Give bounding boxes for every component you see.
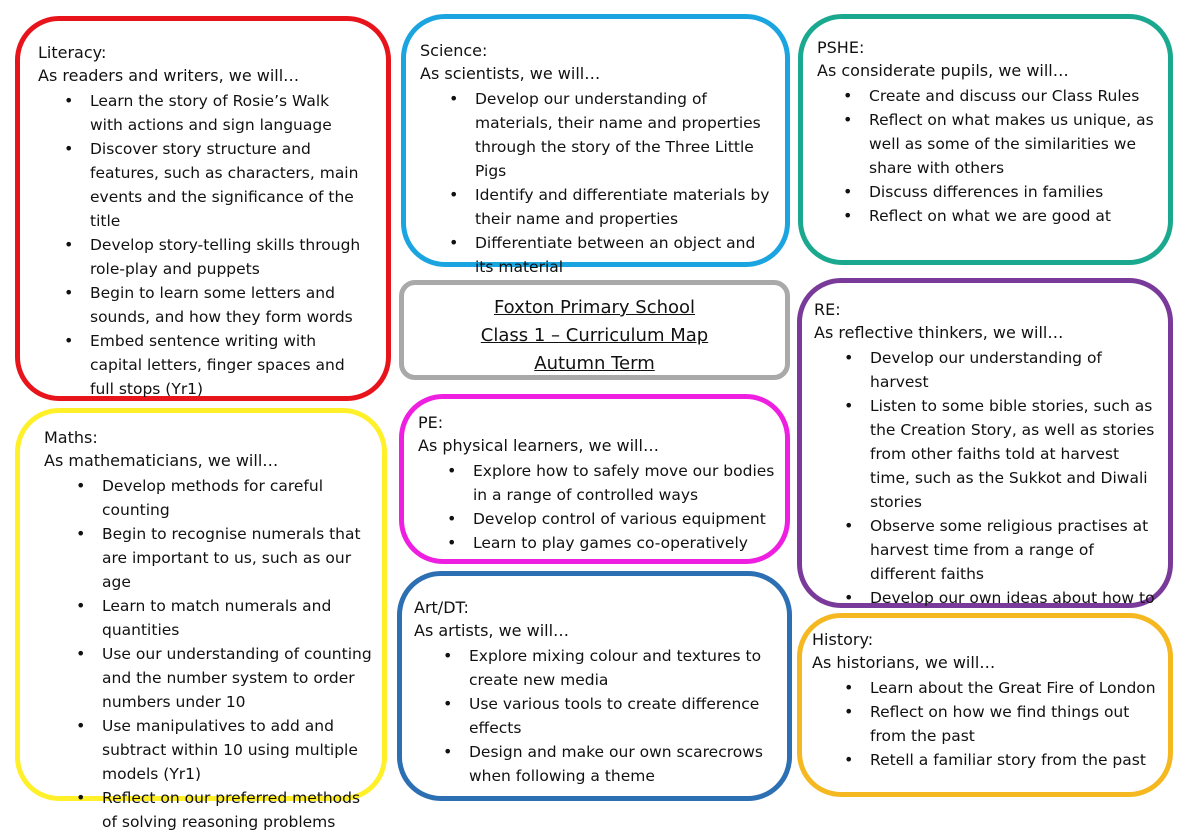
science-list: [475, 87, 771, 279]
list-item: • Reflect on how we find things out from the past: [870, 700, 1162, 748]
literacy-list: [90, 89, 364, 401]
history-heading: History:: [812, 630, 874, 649]
pe-panel: [399, 394, 790, 564]
maths-heading: Maths:: [44, 428, 98, 447]
list-item: • Begin to learn some letters and sounds, and how they form words: [90, 281, 364, 329]
list-item: • Develop our understanding of materials, their name and properties through the story of the Three Little Pigs: [475, 87, 771, 183]
pshe-panel: [798, 14, 1173, 265]
term-title: Autumn Term: [534, 353, 655, 374]
pe-list: [473, 459, 779, 555]
art-dt-panel: [397, 571, 792, 801]
list-item: • Learn the story of Rosie’s Walk with actions and sign language: [90, 89, 364, 137]
list-item: • Retell a familiar story from the past: [870, 748, 1162, 772]
art-dt-intro: As artists, we will…: [414, 621, 570, 640]
list-item: • Discover story structure and features, such as characters, main events and the significance of the title: [90, 137, 364, 233]
pshe-list: [869, 84, 1162, 228]
science-intro: As scientists, we will…: [420, 64, 601, 83]
history-intro: As historians, we will…: [812, 653, 996, 672]
pshe-intro: As considerate pupils, we will…: [817, 61, 1069, 80]
list-item: • Learn about the Great Fire of London: [870, 676, 1162, 700]
pe-heading: PE:: [418, 413, 444, 432]
list-item: • Create and discuss our Class Rules: [869, 84, 1162, 108]
list-item: • Develop story-telling skills through role-play and puppets: [90, 233, 364, 281]
map-title: Class 1 – Curriculum Map: [480, 325, 709, 346]
maths-list: [102, 474, 376, 834]
list-item: • Develop methods for careful counting: [102, 474, 376, 522]
art-dt-heading: Art/DT:: [414, 598, 469, 617]
list-item: • Discuss differences in families: [869, 180, 1162, 204]
list-item: • Reflect on our preferred methods of solving reasoning problems: [102, 786, 376, 834]
art-dt-list: [469, 644, 779, 788]
list-item: • Learn to match numerals and quantities: [102, 594, 376, 642]
list-item: • Develop our own ideas about how to: [870, 586, 1162, 634]
list-item: • Reflect on what makes us unique, as well as some of the similarities we share with others: [869, 108, 1162, 180]
literacy-intro: As readers and writers, we will…: [38, 66, 300, 85]
maths-intro: As mathematicians, we will…: [44, 451, 279, 470]
list-item: • Explore mixing colour and textures to create new media: [469, 644, 779, 692]
title-panel: [399, 280, 790, 380]
list-item: • Embed sentence writing with capital letters, finger spaces and full stops (Yr1): [90, 329, 364, 401]
history-list: [870, 676, 1162, 772]
list-item: • Use manipulatives to add and subtract within 10 using multiple models (Yr1): [102, 714, 376, 786]
list-item: • Observe some religious practises at harvest time from a range of different faiths: [870, 514, 1162, 586]
re-heading: RE:: [814, 300, 841, 319]
science-panel: [401, 14, 790, 276]
re-list: [870, 346, 1162, 634]
list-item: • Use our understanding of counting and the number system to order numbers under 10: [102, 642, 376, 714]
list-item: • Differentiate between an object and its material: [475, 231, 771, 279]
list-item: • Use various tools to create difference effects: [469, 692, 779, 740]
list-item: • Identify and differentiate materials by their name and properties: [475, 183, 771, 231]
list-item: • Develop our understanding of harvest: [870, 346, 1162, 394]
list-item: • Learn to play games co-operatively: [473, 531, 779, 555]
literacy-panel: [15, 16, 391, 401]
science-heading: Science:: [420, 41, 488, 60]
list-item: • Listen to some bible stories, such as the Creation Story, as well as stories from other faiths told at harvest time, such as the Sukkot and Diwali stories: [870, 394, 1162, 514]
pe-intro: As physical learners, we will…: [418, 436, 659, 455]
list-item: • Reflect on what we are good at: [869, 204, 1162, 228]
pshe-heading: PSHE:: [817, 38, 865, 57]
list-item: • Design and make our own scarecrows when following a theme: [469, 740, 779, 788]
list-item: • Develop control of various equipment: [473, 507, 779, 531]
history-panel: [797, 613, 1173, 797]
maths-panel: [15, 408, 387, 831]
re-intro: As reflective thinkers, we will…: [814, 323, 1064, 342]
re-panel: [797, 278, 1173, 608]
literacy-heading: Literacy:: [38, 43, 107, 62]
list-item: • Begin to recognise numerals that are important to us, such as our age: [102, 522, 376, 594]
school-name: Foxton Primary School: [493, 297, 696, 318]
list-item: • Explore how to safely move our bodies in a range of controlled ways: [473, 459, 779, 507]
